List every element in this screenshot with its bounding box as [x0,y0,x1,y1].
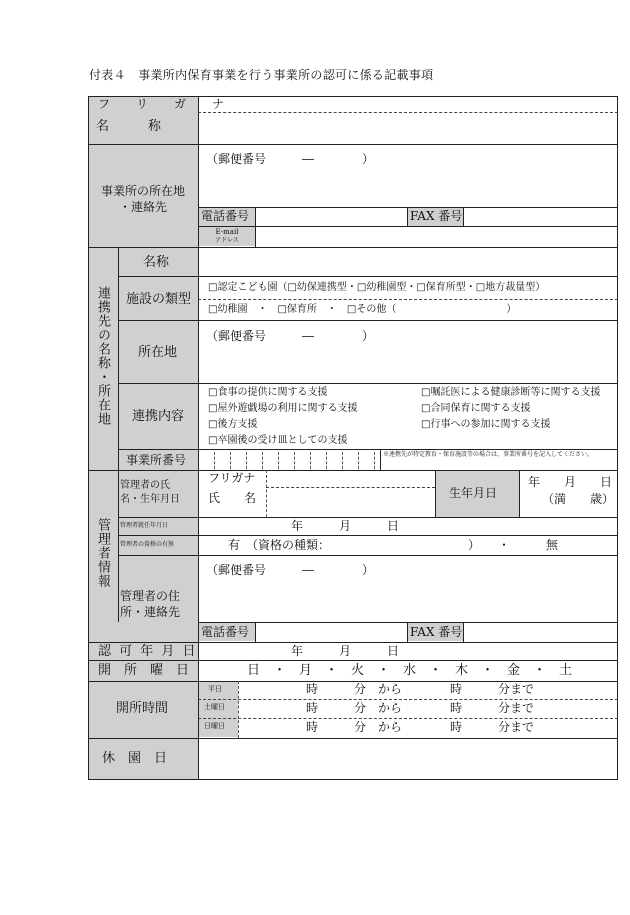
furigana-field[interactable] [200,97,616,111]
partner-section-label: 連携先の名称・所在地 [95,286,110,426]
manager-furigana-field[interactable] [268,472,433,486]
approval-date-label: 認 可 年 月 日 [98,644,198,659]
email-sublabel: アドレス [215,237,239,244]
approval-date-field[interactable]: 年 月 日 [291,644,400,658]
weekday-label: 平日 [208,685,222,693]
manager-address-field[interactable] [200,578,616,620]
name-field[interactable] [200,114,616,142]
manager-start-date-field[interactable]: 年 月 日 [291,519,400,533]
fax-field[interactable] [465,209,616,225]
partner-name-label: 名称 [143,255,170,270]
partner-location-label: 所在地 [138,345,178,360]
open-days-field[interactable]: 日 ・ 月 ・ 火 ・ 水 ・ 木 ・ 金 ・ 土 [247,663,573,678]
office-number-note: ※連携先が特定教育・保育施設等の場合は、事業所番号を記入してください。 [383,451,594,458]
phone-field[interactable] [257,209,405,225]
manager-start-date-label: 管理者就任年月日 [120,522,169,529]
facility-type-label: 施設の類型 [126,292,192,307]
phone-label: 電話番号 [201,209,250,223]
collab-label: 連携内容 [132,409,185,424]
saturday-hours-field[interactable]: 時 分 から 時 分まで [306,701,535,715]
manager-fax-label: FAX 番号 [410,625,463,639]
closed-days-label: 休 園 日 [102,751,168,766]
facility-type-option-1[interactable]: □認定こども園（□幼保連携型・□幼稚園型・□保育所型・□地方裁量型） [208,282,546,293]
postal-code-label: （郵便番号 ― ） [206,152,375,166]
manager-fax-field[interactable] [465,624,616,640]
saturday-label: 土曜日 [204,703,225,711]
manager-section-label: 管理者情報 [95,518,110,588]
office-number-label: 事業所番号 [126,453,187,467]
manager-name-label: 氏 名 [208,491,257,505]
manager-postal-label: （郵便番号 ― ） [206,563,375,577]
manager-address-label: 管理者の住 所・連絡先 [120,589,181,619]
email-field[interactable] [257,228,616,245]
birthdate-field[interactable]: 年 月 日 [528,475,613,489]
address-field[interactable] [200,166,616,206]
collab-playground[interactable]: □屋外遊戯場の利用に関する支援 [208,403,358,414]
birthdate-label: 生年月日 [449,486,498,500]
collab-joint-care[interactable]: □合同保育に関する支援 [421,403,531,414]
page-title: 付表４ 事業所内保育事業を行う事業所の認可に係る記載事項 [89,68,434,82]
closed-days-field[interactable] [200,740,616,778]
email-label: E-mail [215,228,239,236]
manager-name-field[interactable] [268,490,433,515]
manager-phone-field[interactable] [257,624,405,640]
sunday-label: 日曜日 [204,722,225,730]
address-label: 事業所の所在地 ・連絡先 [100,184,185,214]
furigana-label: フ リ ガ ナ [98,97,232,111]
fax-label: FAX 番号 [410,209,463,223]
manager-furigana-label: フリガナ [208,471,256,485]
facility-type-option-2[interactable]: □幼稚園 ・ □保育所 ・ □その他（ ） [208,304,517,315]
weekday-hours-field[interactable]: 時 分 から 時 分まで [306,682,535,696]
manager-qualification-field[interactable]: 有 （資格の種類： ） ・ 無 [228,538,559,552]
manager-phone-label: 電話番号 [201,625,250,639]
office-number-field[interactable] [200,451,378,469]
open-days-label: 開 所 曜 日 [98,663,190,678]
age-field[interactable]: （満 歳） [542,492,615,506]
manager-name-dob-label: 管理者の氏 名・生年月日 [120,480,180,505]
form-table [88,96,618,780]
partner-location-field[interactable] [200,344,616,380]
collab-meals[interactable]: □食事の提供に関する支援 [208,387,328,398]
partner-name-field[interactable] [200,249,616,275]
collab-backup[interactable]: □後方支援 [208,419,258,430]
opening-hours-label: 開所時間 [116,701,169,716]
sunday-hours-field[interactable]: 時 分 から 時 分まで [306,720,535,734]
collab-health-check[interactable]: □嘱託医による健康診断等に関する支援 [421,387,601,398]
collab-post-graduation[interactable]: □卒園後の受け皿としての支援 [208,435,348,446]
name-label: 名 称 [96,119,162,134]
collab-events[interactable]: □行事への参加に関する支援 [421,419,551,430]
manager-qualification-label: 管理者の資格の有無 [120,541,175,548]
partner-postal-label: （郵便番号 ― ） [206,329,375,343]
